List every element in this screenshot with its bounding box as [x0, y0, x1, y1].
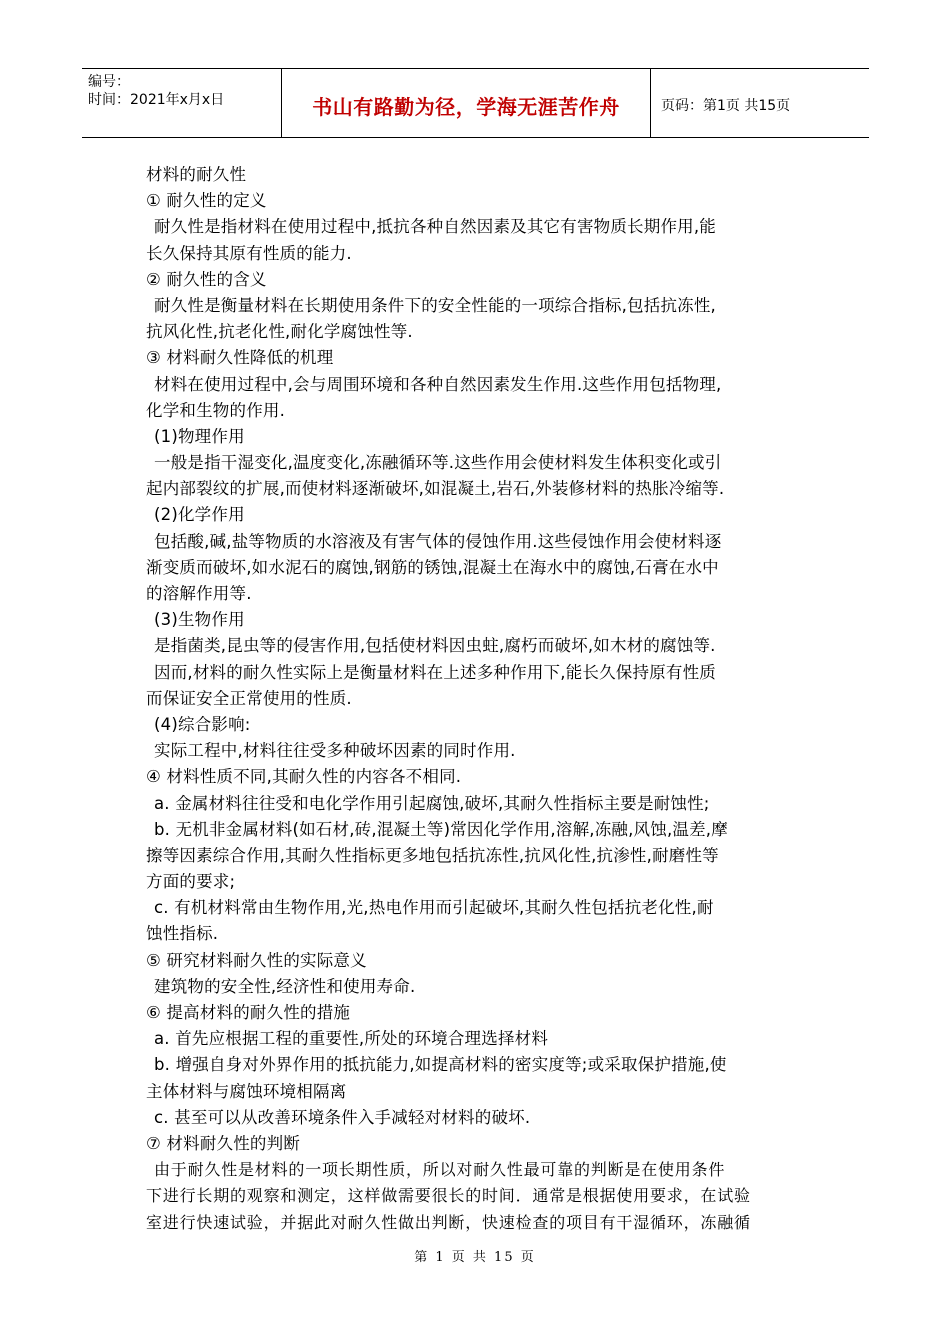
paragraph-line: 蚀性指标.	[146, 924, 219, 944]
paragraph-line: 建筑物的安全性,经济性和使用寿命.	[154, 976, 416, 996]
subsection-heading: (2)化学作用	[154, 505, 245, 525]
section-heading: ⑤ 研究材料耐久性的实际意义	[146, 950, 367, 970]
paragraph-line: 渐变质而破坏,如水泥石的腐蚀,钢筋的锈蚀,混凝土在海水中的腐蚀,石膏在水中	[146, 557, 719, 577]
subsection-heading: (3)生物作用	[154, 610, 245, 630]
section-heading: ⑥ 提高材料的耐久性的措施	[146, 1003, 351, 1022]
section-heading: ③ 材料耐久性降低的机理	[146, 348, 334, 368]
list-item: c. 有机材料常由生物作用,光,热电作用而引起破坏,其耐久性包括抗老化性,耐	[154, 898, 714, 918]
section-heading: ① 耐久性的定义	[146, 191, 267, 211]
document-body	[146, 162, 806, 1236]
list-item: b. 无机非金属材料(如石材,砖,混凝土等)常因化学作用,溶解,冻融,风蚀,温差,摩	[154, 819, 728, 839]
header-page-cell	[651, 69, 869, 137]
paragraph-line: 材料在使用过程中,会与周围环境和各种自然因素发生作用.这些作用包括物理,	[154, 374, 722, 394]
paragraph-line: 是指菌类,昆虫等的侵害作用,包括使材料因虫蛀,腐朽而破坏,如木材的腐蚀等.	[154, 636, 716, 656]
paragraph-line: 实际工程中,材料往往受多种破坏因素的同时作用.	[154, 741, 516, 761]
list-item: a. 金属材料往往受和电化学作用引起腐蚀,破坏,其耐久性指标主要是耐蚀性;	[154, 793, 710, 813]
serial-label: 编号：	[88, 74, 130, 90]
date-line: 时间：2021年x月x日	[88, 92, 225, 108]
paragraph-line: 长久保持其原有性质的能力.	[146, 243, 352, 263]
subsection-heading: (1)物理作用	[154, 426, 245, 446]
paragraph-line: 一般是指干湿变化,温度变化,冻融循环等.这些作用会使材料发生体积变化或引	[154, 453, 722, 473]
paragraph-line: 包括酸,碱,盐等物质的水溶液及有害气体的侵蚀作用.这些侵蚀作用会使材料逐	[154, 531, 722, 551]
list-item: b. 增强自身对外界作用的抵抗能力,如提高材料的密实度等;或采取保护措施,使	[154, 1055, 727, 1075]
paragraph-line: 由于耐久性是材料的一项长期性质，所以对耐久性最可靠的判断是在使用条件	[154, 1160, 726, 1180]
paragraph-line: 主体材料与腐蚀环境相隔离	[146, 1081, 347, 1101]
paragraph-line: 的溶解作用等.	[146, 584, 252, 603]
subsection-heading: (4)综合影响:	[154, 714, 251, 734]
paragraph-line: 方面的要求;	[146, 872, 236, 892]
list-item: a. 首先应根据工程的重要性,所处的环境合理选择材料	[154, 1029, 549, 1049]
header-meta-cell	[82, 69, 282, 137]
paragraph-line: 擦等因素综合作用,其耐久性指标更多地包括抗冻性,抗风化性,抗渗性,耐磨性等	[146, 845, 719, 865]
page-info: 页码：第1页 共15页	[661, 98, 791, 114]
paragraph-line: 室进行快速试验，并据此对耐久性做出判断，快速检查的项目有干湿循环，冻融循	[146, 1212, 751, 1232]
paragraph-line: 耐久性是指材料在使用过程中,抵抗各种自然因素及其它有害物质长期作用,能	[154, 217, 716, 237]
list-item: c. 甚至可以从改善环境条件入手减轻对材料的破坏.	[154, 1107, 531, 1127]
paragraph-line: 化学和生物的作用.	[146, 400, 286, 420]
paragraph-line: 起内部裂纹的扩展,而使材料逐渐破坏,如混凝土,岩石,外装修材料的热胀冷缩等.	[146, 479, 725, 499]
paragraph-line: 抗风化性,抗老化性,耐化学腐蚀性等.	[146, 322, 413, 342]
paragraph-line: 下进行长期的观察和测定，这样做需要很长的时间．通常是根据使用要求，在试验	[146, 1186, 751, 1206]
paragraph-line: 因而,材料的耐久性实际上是衡量材料在上述多种作用下,能长久保持原有性质	[154, 662, 716, 682]
section-heading: ⑦ 材料耐久性的判断	[146, 1133, 301, 1153]
doc-title: 材料的耐久性	[146, 165, 247, 184]
paragraph-line: 而保证安全正常使用的性质.	[146, 688, 352, 708]
section-heading: ④ 材料性质不同,其耐久性的内容各不相同.	[146, 767, 462, 787]
paragraph-line: 耐久性是衡量材料在长期使用条件下的安全性能的一项综合指标,包括抗冻性,	[154, 295, 716, 315]
section-heading: ② 耐久性的含义	[146, 269, 267, 289]
header-motto-cell	[282, 69, 651, 137]
header-table	[82, 68, 869, 138]
motto: 书山有路勤为径，学海无涯苦作舟	[312, 95, 620, 119]
page-footer: 第 1 页 共 15 页	[414, 1250, 536, 1265]
